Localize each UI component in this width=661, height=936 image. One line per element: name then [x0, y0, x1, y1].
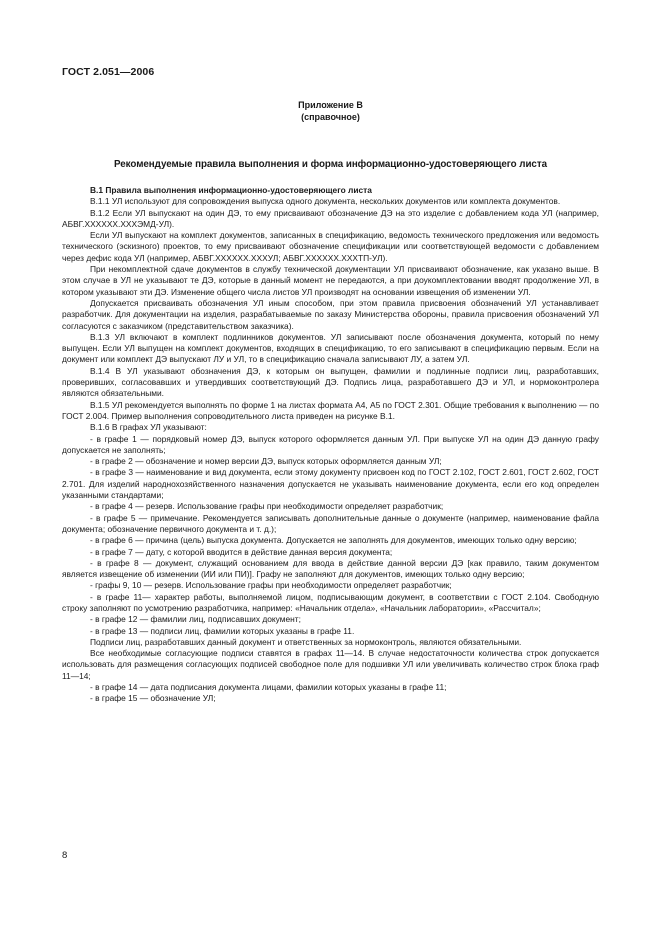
paragraph: В.1.3 УЛ включают в комплект подлинников документов. УЛ записывают после обозначения документа, который по нему выпущен. Если УЛ выпущен на комплект документов, входящих в спецификацию, то его записывают в спецификацию первым. Если на документ или комплект ДЭ выпускают ЛУ и УЛ, то в спецификацию сначала записывают ЛУ, а затем УЛ. [62, 331, 599, 365]
list-item: - в графе 1 — порядковый номер ДЭ, выпуск которого оформляется данным УЛ. При выпуске УЛ на один ДЭ данную графу допускается не заполнять; [62, 433, 599, 455]
appendix-subtitle: (справочное) [301, 112, 360, 122]
paragraph: В.1.2 Если УЛ выпускают на один ДЭ, то ему присваивают обозначение ДЭ на это изделие с добавлением кода УЛ (например, АБВГ.XXXXXX.XXXЭМД-УЛ). [62, 207, 599, 229]
list-item: - в графе 2 — обозначение и номер версии ДЭ, выпуск которых оформляется данным УЛ; [90, 456, 442, 467]
document-code-header: ГОСТ 2.051—2006 [62, 66, 155, 78]
page-number: 8 [62, 850, 68, 861]
paragraph: Если УЛ выпускают на комплект документов, записанных в спецификацию, ведомость технического предложения или ведомость технического (эскизного) проектов, то ему присваивают обозначение спецификации или соответствующей ведомости с добавлением через дефис кода УЛ (например, АБВГ.XXXXXX.XXXУЛ; АБВГ.XXXXXX.XXXТП-УЛ). [62, 230, 599, 263]
paragraph: В.1.4 В УЛ указывают обозначения ДЭ, к которым он выпущен, фамилии и подлинные подписи лиц, разработавших, проверивших, согласовавших и утвердивших соответствующий ДЭ. Подпись лица, разработавшего ДЭ и УЛ, и нормоконтролера являются обязательными. [62, 365, 599, 399]
document-title: Рекомендуемые правила выполнения и форма информационно-удостоверяющего листа [114, 159, 547, 170]
list-item: - в графе 12 — фамилии лиц, подписавших документ; [90, 614, 301, 625]
list-item: - графы 9, 10 — резерв. Использование графы при необходимости определяет разработчик; [90, 580, 452, 591]
list-item: - в графе 8 — документ, служащий основанием для ввода в действие данной версии ДЭ [как правило, таким документом является извещение об изменении (ИИ или ПИ)]. Графу не заполняют для документов, имеющих только одну версию; [62, 557, 599, 580]
list-item: - в графе 15 — обозначение УЛ; [90, 693, 216, 704]
body-text [62, 185, 599, 705]
list-item: - в графе 5 — примечание. Рекомендуется записывать дополнительные данные о документе (например, наименование файла документа; обозначение первичного документа и т. д.); [62, 512, 599, 534]
appendix-title: Приложение В [298, 100, 363, 110]
list-item: - в графе 3 — наименование и вид документа, если этому документу присвоен код по ГОСТ 2.102, ГОСТ 2.601, ГОСТ 2.602, ГОСТ 2.701. Для изделий народнохозяйственного назначения допускается не указывать наименование документа, если его код определен указанными стандартами; [62, 467, 599, 501]
paragraph: В.1.6 В графах УЛ указывают: [90, 422, 207, 433]
paragraph: Подписи лиц, разработавших данный документ и ответственных за нормоконтроль, являются обязательными. [90, 636, 522, 647]
paragraph: В.1.1 УЛ используют для сопровождения выпуска одного документа, нескольких документов или комплекта документов. [90, 196, 561, 207]
paragraph: Допускается присваивать обозначения УЛ иным способом, при этом правила присвоения обозначений УЛ устанавливает разработчик. Для документации на изделия, разрабатываемые по заказу Министерства обороны, правила присвоения обозначений УЛ согласуются с заказчиком (представительством заказчика). [62, 297, 599, 331]
list-item: - в графе 13 — подписи лиц, фамилии которых указаны в графе 11. [90, 625, 355, 636]
list-item: - в графе 11— характер работы, выполняемой лицом, подписывающим документ, в соответствии с ГОСТ 2.104. Свободную строку заполняют по усмотрению разработчика, например: «Начальник отдела», «Начальник лаборатории», «Рассчитал»; [62, 591, 599, 613]
section-heading: В.1 Правила выполнения информационно-удостоверяющего листа [90, 185, 372, 195]
paragraph: В.1.5 УЛ рекомендуется выполнять по форме 1 на листах формата А4, А5 по ГОСТ 2.301. Общие требования к выполнению — по ГОСТ 2.004. Пример выполнения сопроводительного листа приведен на рисунке В.1. [62, 399, 599, 421]
list-item: - в графе 4 — резерв. Использование графы при необходимости определяет разработчик; [90, 501, 444, 512]
appendix-heading [0, 99, 661, 123]
paragraph: Все необходимые согласующие подписи ставятся в графах 11—14. В случае недостаточности количества строк допускается использовать для размещения согласующих подписей свободное поле для подшивки УЛ или увеличивать количество строк блока граф 11—14; [62, 648, 599, 681]
list-item: - в графе 6 — причина (цель) выпуска документа. Допускается не заполнять для документов, имеющих только одну версию; [90, 535, 577, 546]
list-item: - в графе 14 — дата подписания документа лицами, фамилии которых указаны в графе 11; [90, 682, 447, 693]
list-item: - в графе 7 — дату, с которой вводится в действие данная версия документа; [90, 546, 393, 557]
paragraph: При некомплектной сдаче документов в службу технической документации УЛ присваивают обозначение, как указано выше. В этом случае в УЛ не указывают те ДЭ, которые в данный момент не передаются, а при доукомплектовании вводят продолжение УЛ, в котором указывают эти ДЭ. Изменение общего числа листов УЛ производят на основании извещения об изменении УЛ. [62, 264, 599, 297]
